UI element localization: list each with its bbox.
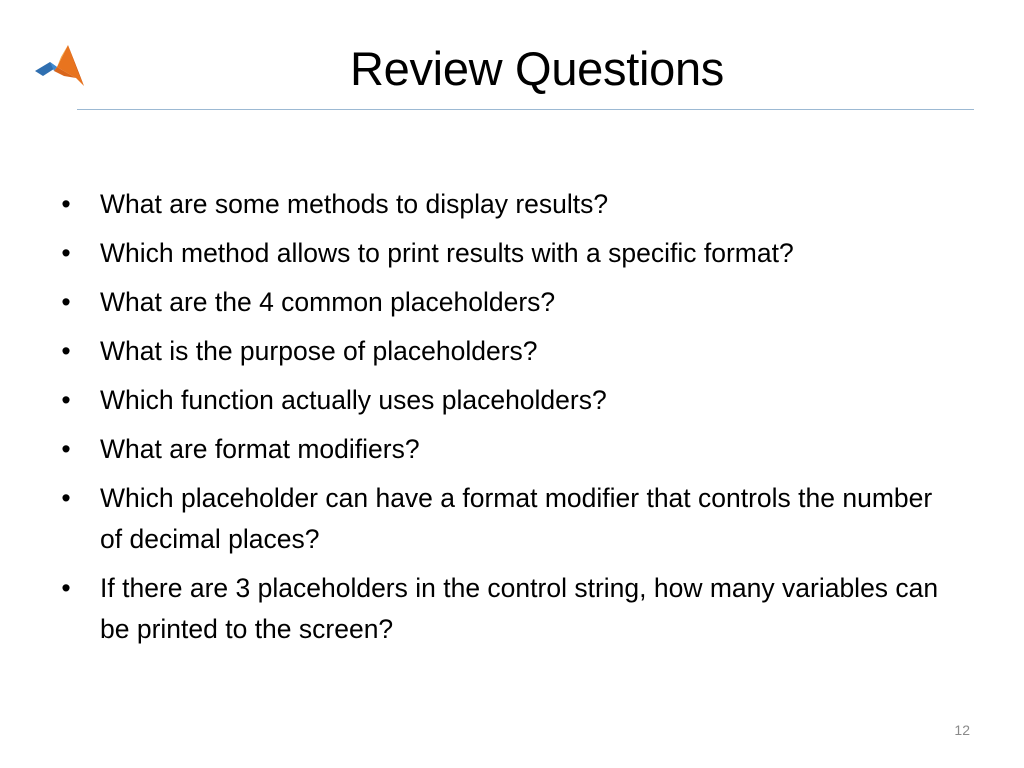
page-number: 12	[954, 722, 970, 738]
bullet-list	[56, 184, 956, 658]
bullet-marker: •	[61, 434, 71, 464]
bullet-text: Which method allows to print results with a specific format?	[100, 238, 794, 268]
bullet-text: If there are 3 placeholders in the control string, how many variables can be printed to the screen?	[100, 573, 939, 644]
bullet-marker: •	[61, 573, 71, 603]
bullet-text: What are the 4 common placeholders?	[100, 287, 556, 317]
bullet-text: Which function actually uses placeholders?	[100, 385, 607, 415]
bullet-text: What is the purpose of placeholders?	[100, 336, 538, 366]
bullet-marker: •	[61, 385, 71, 415]
bullet-item	[56, 478, 956, 560]
bullet-marker: •	[61, 189, 71, 219]
bullet-item	[56, 282, 956, 323]
bullet-text: What are some methods to display results?	[100, 189, 609, 219]
bullet-marker: •	[61, 336, 71, 366]
bullet-item	[56, 233, 956, 274]
bullet-item	[56, 568, 956, 650]
bullet-item	[56, 184, 956, 225]
bullet-text: Which placeholder can have a format modifier that controls the number of decimal places?	[100, 483, 933, 554]
bullet-marker: •	[61, 483, 71, 513]
bullet-marker: •	[61, 238, 71, 268]
bullet-item	[56, 380, 956, 421]
bullet-item	[56, 331, 956, 372]
bullet-marker: •	[61, 287, 71, 317]
bullet-item	[56, 429, 956, 470]
slide-title: Review Questions	[350, 42, 724, 95]
title-divider	[77, 109, 974, 110]
bullet-text: What are format modifiers?	[100, 434, 420, 464]
